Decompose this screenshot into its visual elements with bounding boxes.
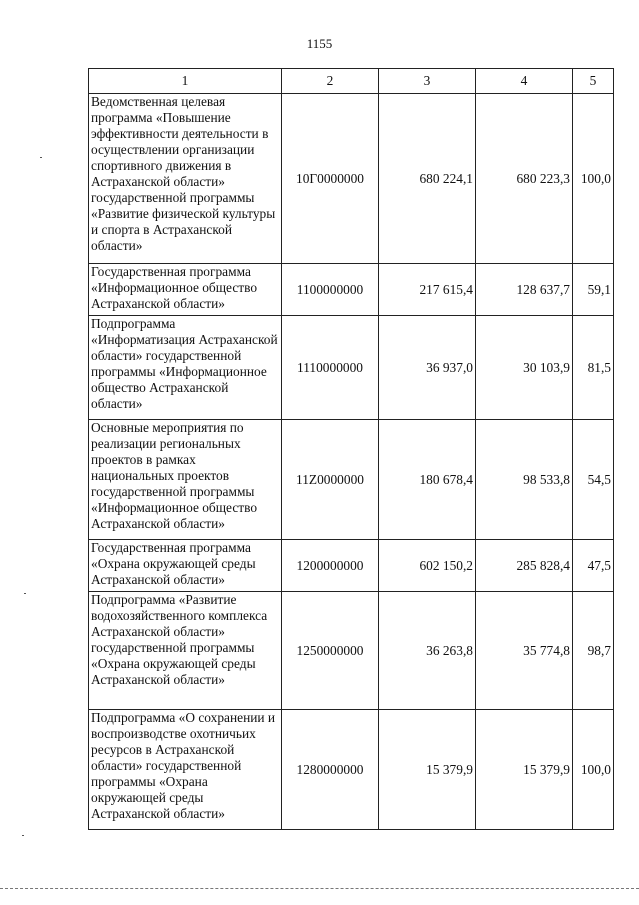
plan-amount: 180 678,4 [379, 420, 476, 540]
program-name: Подпрограмма «Информатизация Астраханской области» государственной программы «Информационное общество Астраханской области» [89, 316, 282, 420]
table-row [89, 316, 614, 420]
program-code: 10Г0000000 [282, 94, 379, 264]
table-row [89, 710, 614, 830]
actual-amount: 98 533,8 [476, 420, 573, 540]
program-name: Ведомственная целевая программа «Повышение эффективности деятельности в осуществлении организации спортивного движения в Астраханской области» государственной программы «Развитие физической культуры и спорта в Астраханской области» [89, 94, 282, 264]
table-row [89, 420, 614, 540]
program-name: Государственная программа «Информационное общество Астраханской области» [89, 264, 282, 316]
header-col-5: 5 [573, 69, 614, 94]
program-name: Подпрограмма «О сохранении и воспроизводстве охотничьих ресурсов в Астраханской области» государственной программы «Охрана окружающей среды Астраханской области» [89, 710, 282, 830]
scan-speck [22, 835, 24, 836]
header-col-1: 1 [89, 69, 282, 94]
program-code: 1280000000 [282, 710, 379, 830]
budget-table [88, 68, 614, 830]
header-col-2: 2 [282, 69, 379, 94]
program-code: 11Z0000000 [282, 420, 379, 540]
scan-speck [24, 593, 26, 594]
actual-amount: 35 774,8 [476, 592, 573, 710]
execution-percent: 100,0 [573, 94, 614, 264]
execution-percent: 59,1 [573, 264, 614, 316]
execution-percent: 47,5 [573, 540, 614, 592]
table-row [89, 264, 614, 316]
program-name: Подпрограмма «Развитие водохозяйственного комплекса Астраханской области» государственной программы «Охрана окружающей среды Астраханской области» [89, 592, 282, 710]
plan-amount: 15 379,9 [379, 710, 476, 830]
actual-amount: 15 379,9 [476, 710, 573, 830]
scan-speck [40, 157, 42, 158]
program-name: Государственная программа «Охрана окружающей среды Астраханской области» [89, 540, 282, 592]
table-header-row [89, 69, 614, 94]
program-code: 1250000000 [282, 592, 379, 710]
execution-percent: 100,0 [573, 710, 614, 830]
plan-amount: 217 615,4 [379, 264, 476, 316]
table-row [89, 94, 614, 264]
actual-amount: 285 828,4 [476, 540, 573, 592]
plan-amount: 680 224,1 [379, 94, 476, 264]
header-col-3: 3 [379, 69, 476, 94]
table-row [89, 592, 614, 710]
table-row [89, 540, 614, 592]
program-name: Основные мероприятия по реализации региональных проектов в рамках национальных проектов государственной программы «Информационное общество Астраханской области» [89, 420, 282, 540]
program-code: 1200000000 [282, 540, 379, 592]
plan-amount: 602 150,2 [379, 540, 476, 592]
program-code: 1110000000 [282, 316, 379, 420]
actual-amount: 680 223,3 [476, 94, 573, 264]
actual-amount: 30 103,9 [476, 316, 573, 420]
program-code: 1100000000 [282, 264, 379, 316]
page-number: 1155 [306, 36, 333, 51]
actual-amount: 128 637,7 [476, 264, 573, 316]
page-bottom-rule [0, 888, 639, 889]
header-col-4: 4 [476, 69, 573, 94]
execution-percent: 98,7 [573, 592, 614, 710]
plan-amount: 36 263,8 [379, 592, 476, 710]
plan-amount: 36 937,0 [379, 316, 476, 420]
execution-percent: 54,5 [573, 420, 614, 540]
execution-percent: 81,5 [573, 316, 614, 420]
